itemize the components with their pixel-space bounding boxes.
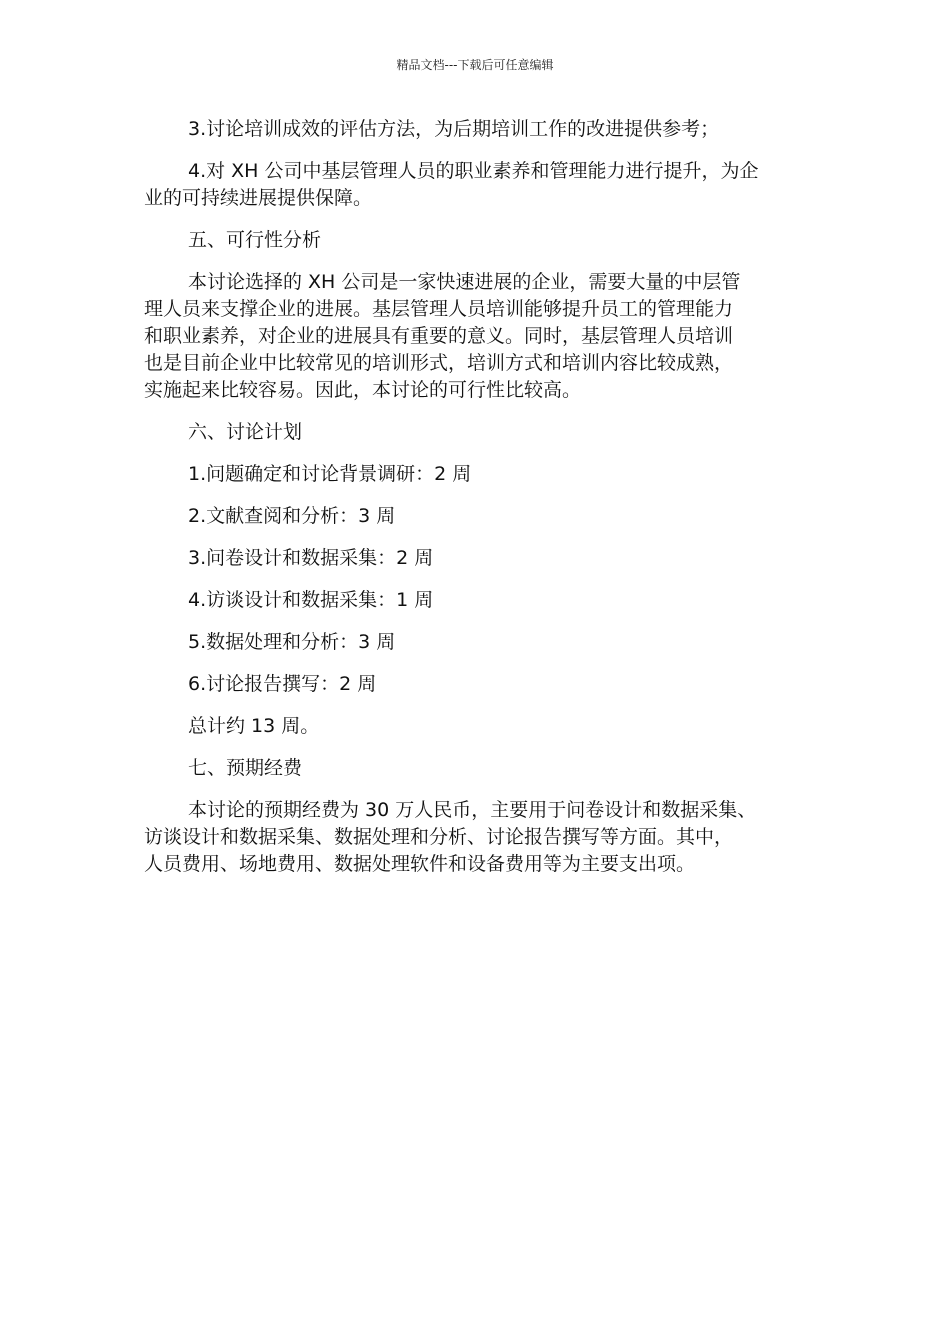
paragraph-budget [144,797,812,878]
text-line: 总计约 13 周。 [188,715,320,737]
text-line: 3.问卷设计和数据采集：2 周 [188,547,434,569]
heading-text: 六、讨论计划 [188,421,303,443]
text-line: 2.文献查阅和分析：3 周 [188,505,396,527]
text-line: 本讨论的预期经费为 30 万人民币，主要用于问卷设计和数据采集、 [188,799,757,821]
text-line: 实施起来比较容易。因此，本讨论的可行性比较高。 [144,379,582,401]
plan-total [144,713,812,740]
section-heading-plan [144,419,812,446]
text-line: 访谈设计和数据采集、数据处理和分析、讨论报告撰写等方面。其中， [144,826,734,848]
text-line: 和职业素养，对企业的进展具有重要的意义。同时，基层管理人员培训 [144,325,734,347]
heading-text: 五、可行性分析 [188,229,322,251]
page-header: 精品文档---下载后可任意编辑 [396,58,554,72]
text-line: 6.讨论报告撰写：2 周 [188,673,377,695]
section-heading-budget [144,755,812,782]
plan-item-1 [144,461,812,488]
text-line: 4.对 XH 公司中基层管理人员的职业素养和管理能力进行提升，为企 [188,160,759,182]
text-line: 1.问题确定和讨论背景调研：2 周 [188,463,472,485]
text-line: 也是目前企业中比较常见的培训形式，培训方式和培训内容比较成熟， [144,352,734,374]
text-line: 4.访谈设计和数据采集：1 周 [188,589,434,611]
paragraph-goal-4 [144,158,812,212]
text-line: 5.数据处理和分析：3 周 [188,631,396,653]
plan-item-5 [144,629,812,656]
paragraph-feasibility [144,269,812,404]
text-line: 理人员来支撑企业的进展。基层管理人员培训能够提升员工的管理能力 [144,298,734,320]
plan-item-3 [144,545,812,572]
text-line: 业的可持续进展提供保障。 [144,187,373,209]
section-heading-feasibility [144,227,812,254]
plan-item-2 [144,503,812,530]
paragraph-goal-3 [144,116,812,143]
plan-item-4 [144,587,812,614]
plan-item-6 [144,671,812,698]
heading-text: 七、预期经费 [188,757,303,779]
text-line: 本讨论选择的 XH 公司是一家快速进展的企业，需要大量的中层管 [188,271,741,293]
text-line: 人员费用、场地费用、数据处理软件和设备费用等为主要支出项。 [144,853,696,875]
document-body [144,116,812,893]
text-line: 3.讨论培训成效的评估方法，为后期培训工作的改进提供参考； [188,118,720,140]
